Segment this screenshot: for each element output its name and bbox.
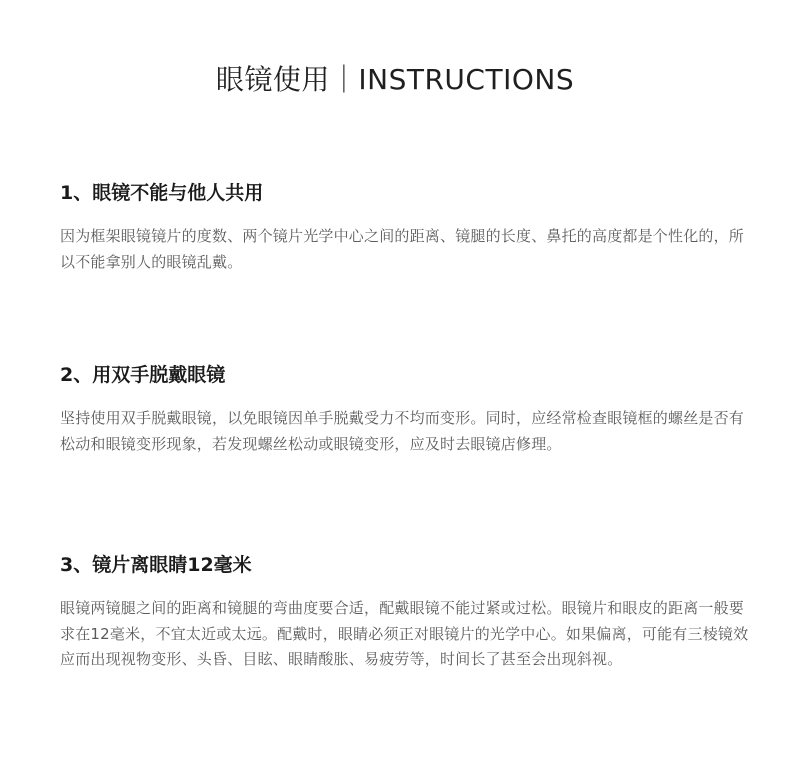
section-heading: 3、镜片离眼睛12毫米	[60, 554, 252, 576]
instruction-section-2	[60, 360, 750, 457]
page-title: 眼镜使用｜INSTRUCTIONS	[215, 63, 575, 96]
section-heading: 2、用双手脱戴眼镜	[60, 364, 226, 386]
section-heading: 1、眼镜不能与他人共用	[60, 182, 264, 204]
section-body: 坚持使用双手脱戴眼镜，以免眼镜因单手脱戴受力不均而变形。同时，应经常检查眼镜框的螺丝是否有松动和眼镜变形现象，若发现螺丝松动或眼镜变形，应及时去眼镜店修理。	[60, 409, 745, 453]
section-body: 因为框架眼镜镜片的度数、两个镜片光学中心之间的距离、镜腿的长度、鼻托的高度都是个性化的，所以不能拿别人的眼镜乱戴。	[60, 227, 745, 271]
section-body: 眼镜两镜腿之间的距离和镜腿的弯曲度要合适，配戴眼镜不能过紧或过松。眼镜片和眼皮的距离一般要求在12毫米，不宜太近或太远。配戴时，眼睛必须正对眼镜片的光学中心。如果偏离，可能有三棱镜效应而出现视物变形、头昏、目眩、眼睛酸胀、易疲劳等，时间长了甚至会出现斜视。	[60, 599, 749, 668]
instruction-section-3	[60, 550, 750, 673]
instruction-section-1	[60, 178, 750, 275]
